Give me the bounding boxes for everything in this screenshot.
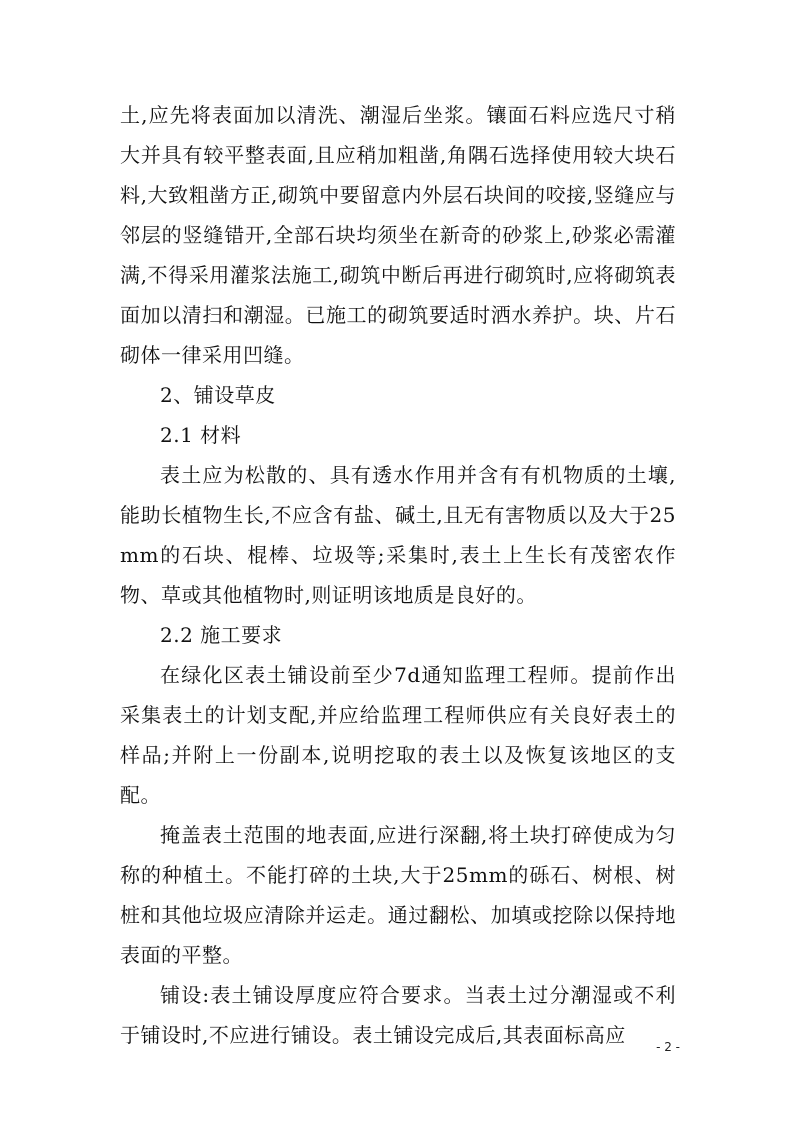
paragraph-surface-preparation: 掩盖表土范围的地表面,应进行深翻,将土块打碎使成为匀称的种植土。不能打碎的土块,大于25mm的砾石、树根、树桩和其他垃圾应清除并运走。通过翻松、加填或挖除以保持地表面的平整。 — [120, 823, 676, 967]
subsection-heading-materials: 2.1 材料 — [160, 423, 242, 447]
paragraph-notification: 在绿化区表土铺设前至少7d通知监理工程师。提前作出采集表土的计划支配,并应给监理工程师供应有关良好表土的样品;并附上一份副本,说明挖取的表土以及恢复该地区的支配。 — [120, 663, 676, 807]
paragraph-masonry: 土,应先将表面加以清洗、潮湿后坐浆。镶面石料应选尺寸稍大并具有较平整表面,且应稍加粗凿,角隅石选择使用较大块石料,大致粗凿方正,砌筑中要留意内外层石块间的咬接,竖缝应与邻层的竖缝错开,全部石块均须坐在新奇的砂浆上,砂浆必需灌满,不得采用灌浆法施工,砌筑中断后再进行砌筑时,应将砌筑表面加以清扫和潮湿。已施工的砌筑要适时洒水养护。块、片石砌体一律采用凹缝。 — [120, 103, 676, 367]
paragraph-topsoil-materials: 表土应为松散的、具有透水作用并含有有机物质的土壤,能助长植物生长,不应含有盐、碱土,且无有害物质以及大于25mm的石块、棍棒、垃圾等;采集时,表土上生长有茂密农作物、草或其他植物时,则证明该地质是良好的。 — [120, 463, 676, 607]
page-number: - 2 - — [656, 1040, 680, 1054]
document-body — [120, 95, 676, 1055]
subsection-heading-construction: 2.2 施工要求 — [160, 623, 283, 647]
paragraph-laying: 铺设:表土铺设厚度应符合要求。当表土过分潮湿或不利于铺设时,不应进行铺设。表土铺设完成后,其表面标高应 — [120, 983, 676, 1047]
section-heading-turf: 2、铺设草皮 — [160, 383, 276, 407]
